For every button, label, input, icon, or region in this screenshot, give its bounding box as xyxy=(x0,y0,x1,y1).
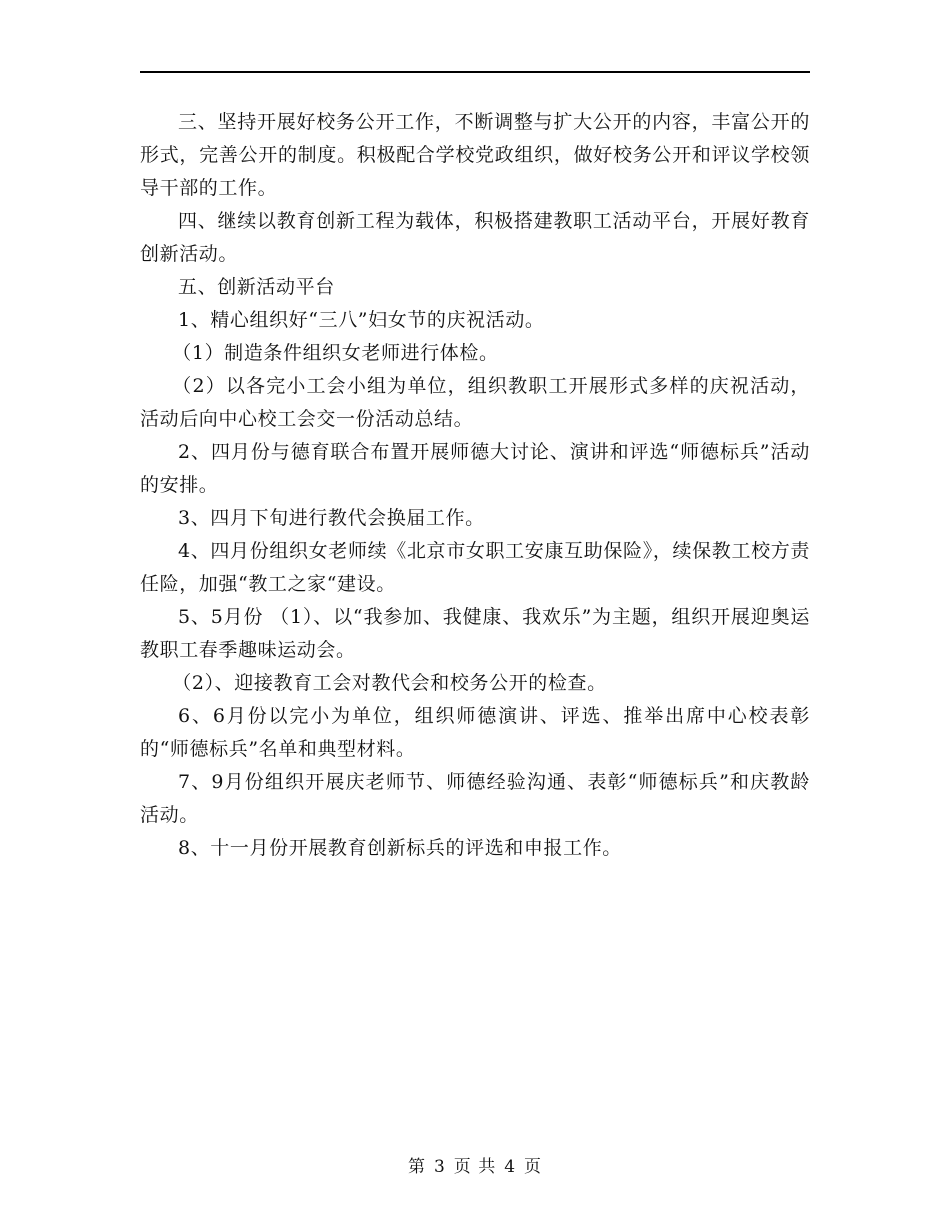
footer-prefix: 第 xyxy=(407,1157,426,1177)
paragraph-section-5-heading: 五、创新活动平台 xyxy=(178,276,335,298)
footer-middle: 页 共 xyxy=(453,1157,497,1177)
paragraph-item-7: 7、9月份组织开展庆老师节、师德经验沟通、表彰“师德标兵”和庆教龄活动。 xyxy=(140,771,810,826)
paragraph-item-3: 3、四月下旬进行教代会换届工作。 xyxy=(178,507,485,529)
paragraph-item-4: 4、四月份组织女老师续《北京市女职工安康互助保险》，续保教工校方责任险，加强“教工之家“建设。 xyxy=(140,540,810,595)
paragraph-section-4: 四、继续以教育创新工程为载体，积极搭建教职工活动平台，开展好教育创新活动。 xyxy=(140,210,810,265)
page-footer xyxy=(0,1152,950,1177)
document-body xyxy=(140,106,810,865)
paragraph-section-3: 三、坚持开展好校务公开工作，不断调整与扩大公开的内容，丰富公开的形式，完善公开的制度。积极配合学校党政组织，做好校务公开和评议学校领导干部的工作。 xyxy=(140,111,810,199)
paragraph-item-5: 5、5月份 （1）、以“我参加、我健康、我欢乐”为主题，组织开展迎奥运教职工春季趣味运动会。 xyxy=(140,606,810,661)
paragraph-item-1-sub-2: （2）以各完小工会小组为单位，组织教职工开展形式多样的庆祝活动，活动后向中心校工会交一份活动总结。 xyxy=(140,375,810,430)
footer-total-pages: 4 xyxy=(504,1157,517,1177)
paragraph-item-5-sub-2: （2）、迎接教育工会对教代会和校务公开的检查。 xyxy=(172,672,607,694)
paragraph-item-6: 6、6月份以完小为单位，组织师德演讲、评选、推举出席中心校表彰的“师德标兵”名单和典型材料。 xyxy=(140,705,810,760)
footer-suffix: 页 xyxy=(524,1157,543,1177)
paragraph-item-1: 1、精心组织好“三八”妇女节的庆祝活动。 xyxy=(178,309,545,331)
header-rule xyxy=(140,71,810,73)
footer-current-page: 3 xyxy=(433,1157,446,1177)
paragraph-item-1-sub-1: （1）制造条件组织女老师进行体检。 xyxy=(172,342,499,364)
paragraph-item-2: 2、四月份与德育联合布置开展师德大讨论、演讲和评选“师德标兵”活动的安排。 xyxy=(140,441,810,496)
paragraph-item-8: 8、十一月份开展教育创新标兵的评选和申报工作。 xyxy=(178,837,622,859)
